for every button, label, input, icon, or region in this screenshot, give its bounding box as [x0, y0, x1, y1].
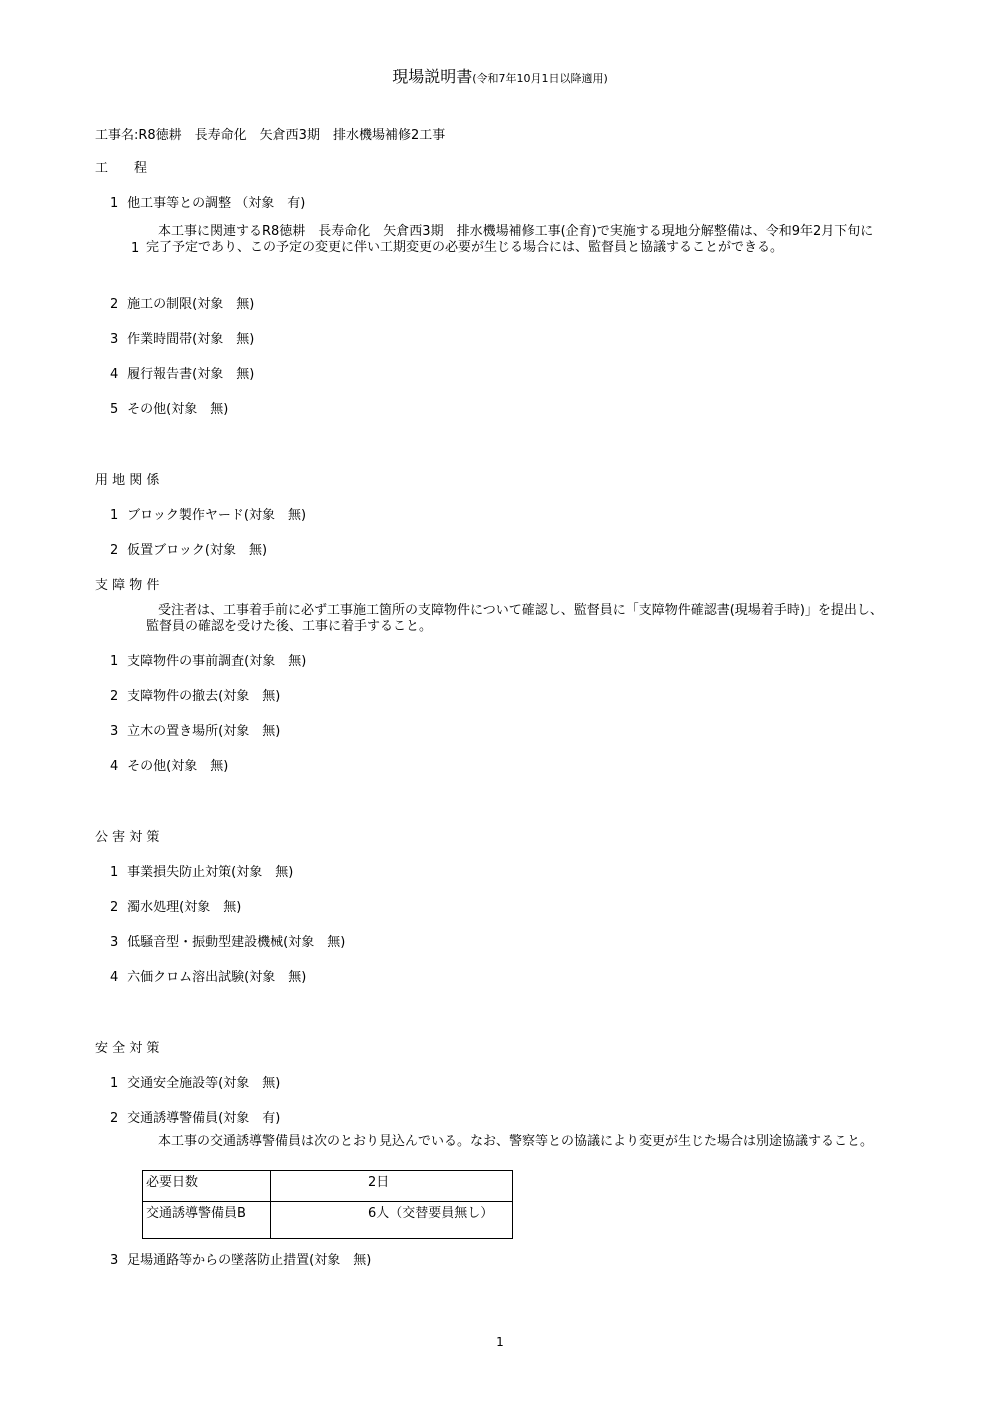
list-item [110, 861, 293, 880]
item-text: 他工事等との調整 （対象 有) [127, 196, 306, 211]
item-text: 交通安全施設等(対象 無) [127, 1076, 281, 1091]
item-text: 支障物件の撤去(対象 無) [127, 689, 281, 704]
list-item [110, 1072, 280, 1091]
item-number: 4 [110, 367, 119, 382]
list-item [110, 504, 306, 523]
item-number: 3 [110, 332, 119, 347]
document-title: 現場説明書 [392, 67, 473, 86]
item-text: 事業損失防止対策(対象 無) [127, 865, 294, 880]
item-number: 1 [110, 196, 119, 211]
note-paragraph [146, 224, 886, 256]
item-number: 3 [110, 724, 119, 739]
list-item [110, 931, 345, 950]
item-text: 支障物件の事前調査(対象 無) [127, 654, 307, 669]
document-subtitle: (令和7年10月1日以降適用) [472, 72, 608, 85]
item-number: 5 [110, 402, 119, 417]
item-number: 1 [110, 1076, 119, 1091]
list-item [110, 720, 280, 739]
item-number: 2 [110, 297, 119, 312]
item-text: 六価クロム溶出試験(対象 無) [127, 970, 307, 985]
note-paragraph [146, 603, 886, 635]
item-text: その他(対象 無) [127, 759, 229, 774]
list-item [110, 650, 306, 669]
item-text: その他(対象 無) [127, 402, 229, 417]
item-text: 履行報告書(対象 無) [127, 367, 255, 382]
list-item [110, 896, 241, 915]
item-number: 2 [110, 543, 119, 558]
item-number: 4 [110, 970, 119, 985]
table-row [143, 1171, 513, 1202]
item-number: 1 [110, 865, 119, 880]
list-item [110, 192, 305, 211]
table-cell-value: 6人（交替要員無し） [271, 1202, 513, 1239]
item-number: 2 [110, 1111, 119, 1126]
list-item [110, 685, 280, 704]
note-paragraph [146, 1134, 886, 1150]
list-item [110, 328, 254, 347]
table-row [143, 1202, 513, 1239]
list-item [110, 1107, 280, 1126]
item-number: 3 [110, 935, 119, 950]
section-heading-schedule: 工 程 [95, 161, 148, 176]
list-item [110, 755, 228, 774]
item-text: 足場通路等からの墜落防止措置(対象 無) [127, 1253, 372, 1268]
item-text: 交通誘導警備員(対象 有) [127, 1111, 281, 1126]
note-text: 本工事に関連するR8徳耕 長寿命化 矢倉西3期 排水機場補修工事(企育)で実施する現地分解整備は、令和9年2月下旬に完了予定であり、この予定の変更に伴い工期変更の必要が生じる場合には、監督員と協議することができる。 [146, 224, 874, 255]
item-number: 3 [110, 1253, 119, 1268]
page-title [0, 64, 1000, 87]
list-item [110, 363, 254, 382]
note-number: 1 [131, 241, 140, 256]
table-cell-key: 必要日数 [143, 1171, 271, 1202]
section-heading-obstacles: 支 障 物 件 [95, 578, 160, 593]
section-heading-land: 用 地 関 係 [95, 473, 160, 488]
item-number: 1 [110, 654, 119, 669]
item-number: 4 [110, 759, 119, 774]
item-text: 低騒音型・振動型建設機械(対象 無) [127, 935, 346, 950]
section-heading-safety: 安 全 対 策 [95, 1041, 160, 1056]
page-number: 1 [496, 1335, 504, 1349]
table-cell-value: 2日 [271, 1171, 513, 1202]
list-item [110, 293, 254, 312]
item-text: 施工の制限(対象 無) [127, 297, 255, 312]
table-cell-key: 交通誘導警備員B [143, 1202, 271, 1239]
section-heading-pollution: 公 害 対 策 [95, 830, 160, 845]
work-name: 工事名:R8徳耕 長寿命化 矢倉西3期 排水機場補修2工事 [95, 128, 446, 143]
item-text: 作業時間帯(対象 無) [127, 332, 255, 347]
list-item [110, 398, 228, 417]
item-text: 濁水処理(対象 無) [127, 900, 242, 915]
guard-requirement-table [142, 1170, 513, 1239]
list-item [110, 1249, 371, 1268]
list-item [110, 966, 306, 985]
item-number: 2 [110, 689, 119, 704]
note-text: 本工事の交通誘導警備員は次のとおり見込んでいる。なお、警察等との協議により変更が生じた場合は別途協議すること。 [158, 1134, 874, 1149]
list-item [110, 539, 267, 558]
item-text: ブロック製作ヤード(対象 無) [127, 508, 307, 523]
item-text: 仮置ブロック(対象 無) [127, 543, 268, 558]
item-number: 1 [110, 508, 119, 523]
note-text: 受注者は、工事着手前に必ず工事施工箇所の支障物件について確認し、監督員に「支障物件確認書(現場着手時)」を提出し、監督員の確認を受けた後、工事に着手すること。 [146, 603, 883, 634]
item-text: 立木の置き場所(対象 無) [127, 724, 281, 739]
item-number: 2 [110, 900, 119, 915]
